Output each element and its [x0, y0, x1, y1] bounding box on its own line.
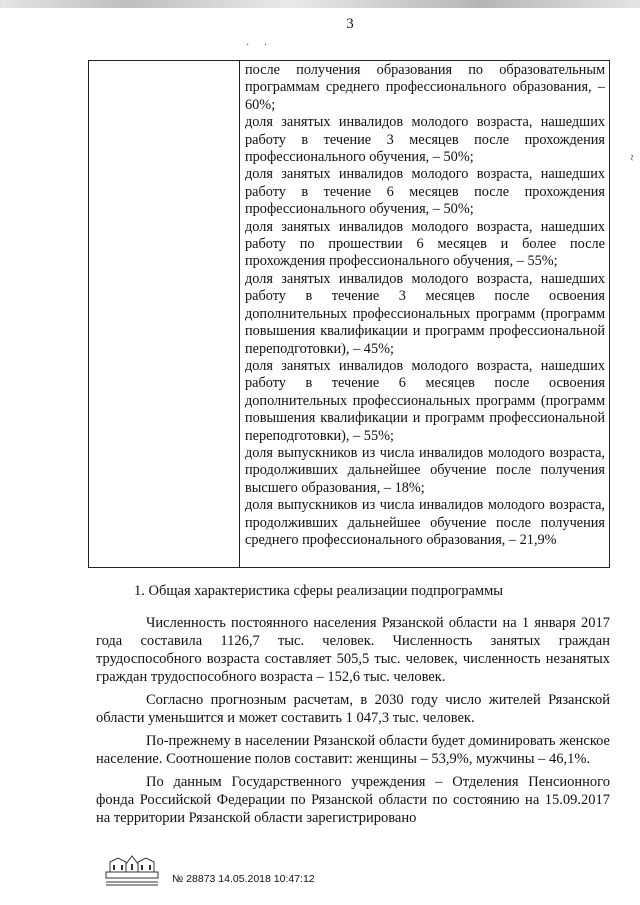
paragraph: По-прежнему в населении Рязанской области будет доминировать женское население. Соотношение полов составит: женщины – 53,9%, мужчины – 46,1%.	[96, 733, 610, 767]
margin-mark: ~	[624, 154, 639, 161]
indicator-item: доля выпускников из числа инвалидов молодого возраста, продолживших дальнейшее обучение после получения среднего профессионального образования, – 21,9%	[245, 497, 605, 548]
indicator-item: доля выпускников из числа инвалидов молодого возраста, продолживших дальнейшее обучение после получения высшего образования, – 18%;	[245, 444, 605, 496]
indicator-item: доля занятых инвалидов молодого возраста, нашедших работу по прошествии 6 месяцев и более после прохождения профессионального обучения, – 55%;	[245, 218, 605, 270]
indicator-item: доля занятых инвалидов молодого возраста, нашедших работу в течение 3 месяцев после прохождения профессионального обучения, – 50%;	[245, 114, 605, 166]
paragraph: Согласно прогнозным расчетам, в 2030 году число жителей Рязанской области уменьшится и может составить 1 047,3 тыс. человек.	[96, 692, 610, 726]
page-number: 3	[346, 16, 354, 32]
indicators-cell	[245, 62, 605, 549]
indicator-item: доля занятых инвалидов молодого возраста, нашедших работу в течение 6 месяцев после освоения дополнительных профессиональных программ (программ повышения квалификации и программ профессиональной переподготовки), – 55%;	[245, 357, 605, 444]
table-column-divider	[239, 61, 240, 567]
document-registration-number: № 28873 14.05.2018 10:47:12	[172, 873, 315, 885]
indicator-item: после получения образования по образовательным программам среднего профессионального образования, – 60%;	[245, 62, 605, 113]
paragraph: Численность постоянного населения Рязанской области на 1 января 2017 года составила 1126,7 тыс. человек. Численность занятых граждан трудоспособного возраста составляет 505,5 тыс. человек, численность незанятых граждан трудоспособного возраста – 152,6 тыс. человек.	[96, 615, 610, 685]
registration-stamp-logo	[102, 852, 162, 888]
paragraph: По данным Государственного учреждения – Отделения Пенсионного фонда Российской Федерации по Рязанской области по состоянию на 15.09.2017 на территории Рязанской области зарегистрировано	[96, 774, 610, 826]
scan-edge	[0, 0, 640, 8]
scan-specks: · ·	[246, 40, 274, 51]
indicators-table	[88, 60, 610, 568]
section-heading: 1. Общая характеристика сферы реализации подпрограммы	[134, 583, 503, 599]
indicator-item: доля занятых инвалидов молодого возраста, нашедших работу в течение 3 месяцев после освоения дополнительных профессиональных программ (программ повышения квалификации и программ профессиональной переподготовки), – 45%;	[245, 270, 605, 357]
indicator-item: доля занятых инвалидов молодого возраста, нашедших работу в течение 6 месяцев после прохождения профессионального обучения, – 50%;	[245, 166, 605, 218]
body-text	[96, 614, 610, 832]
